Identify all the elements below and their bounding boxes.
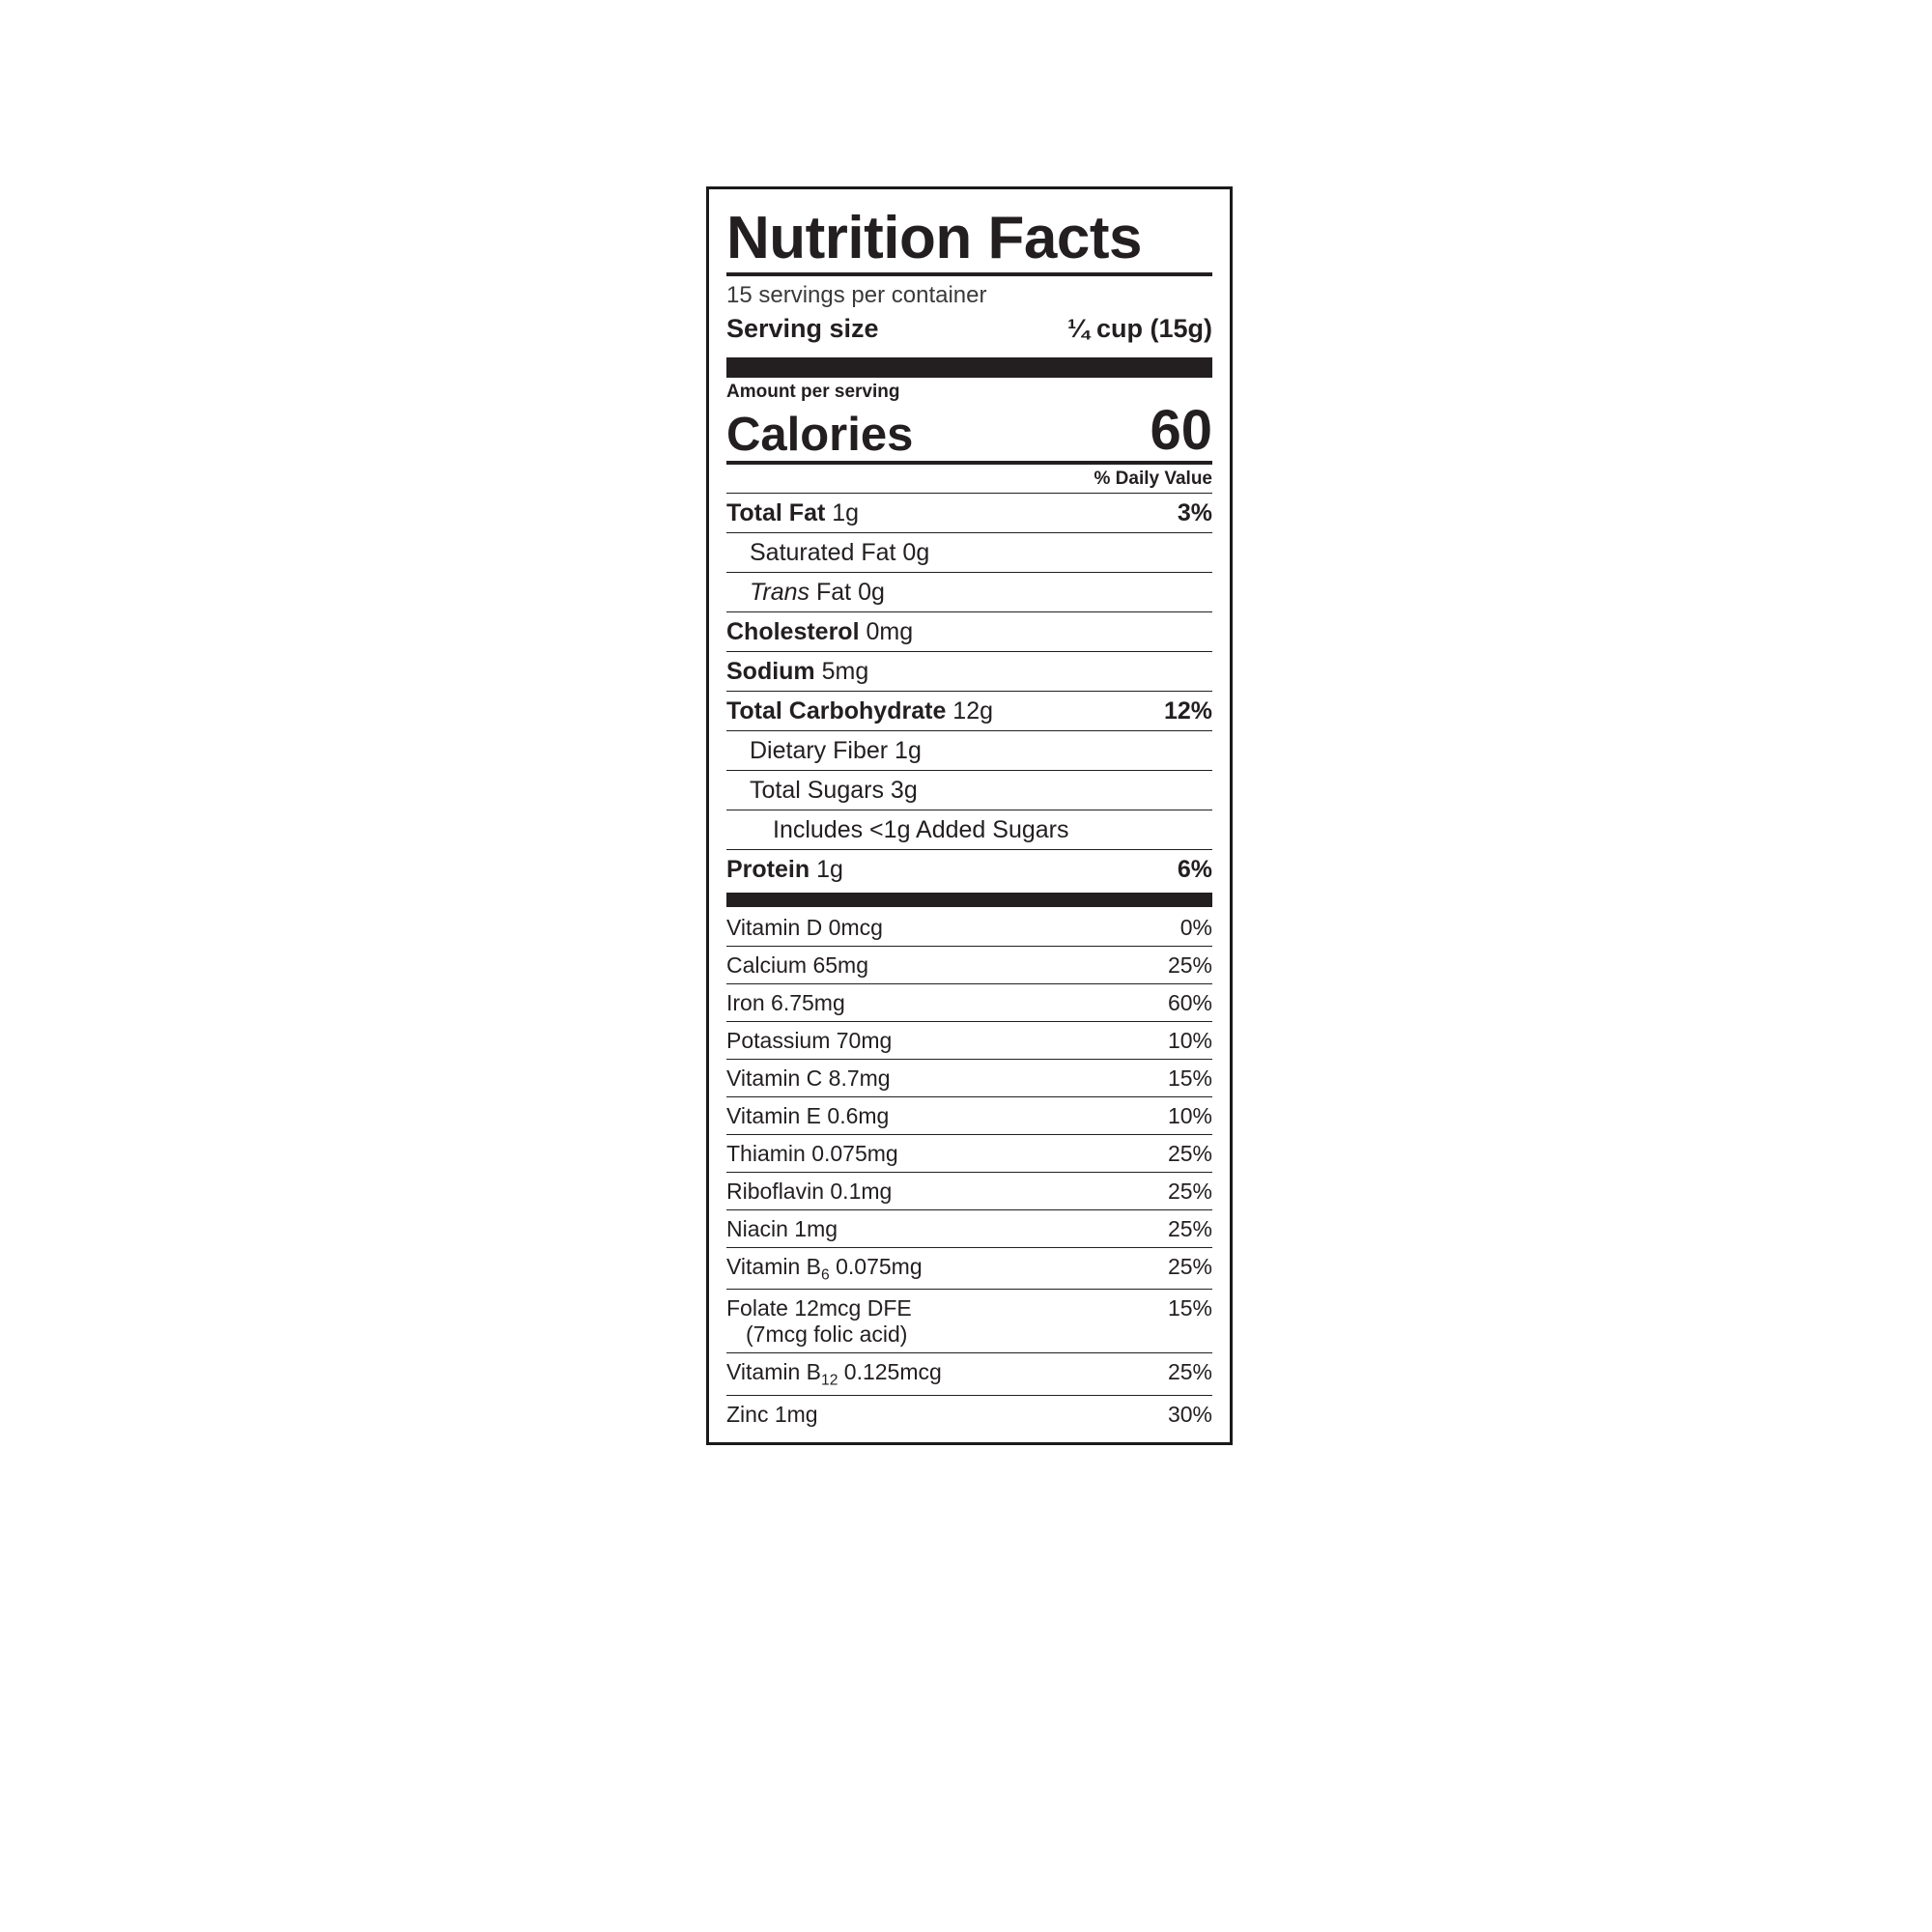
nutrient-row — [726, 532, 1212, 572]
vitamin-daily-value: 15% — [1167, 1065, 1212, 1091]
vitamin-name-line2: (7mcg folic acid) — [746, 1321, 908, 1348]
calories-value: 60 — [1150, 398, 1212, 462]
nutrient-name: Total Sugars 3g — [750, 776, 918, 804]
vitamin-row — [726, 1059, 1212, 1096]
nutrient-name: Protein 1g — [726, 855, 843, 883]
nutrient-name: Dietary Fiber 1g — [750, 736, 922, 764]
vitamin-row — [726, 1134, 1212, 1172]
vitamin-row — [726, 1247, 1212, 1290]
nutrient-name-bold: Total Fat — [726, 498, 826, 526]
vitamin-name: Niacin 1mg — [726, 1215, 838, 1241]
servings-per-container: 15 servings per container — [726, 281, 987, 308]
vitamin-subscript: 12 — [821, 1372, 838, 1389]
calories-row — [726, 398, 1212, 462]
nutrient-row — [726, 730, 1212, 770]
nutrient-name: Total Carbohydrate 12g — [726, 696, 994, 724]
vitamin-daily-value: 25% — [1167, 1253, 1212, 1279]
nutrient-list — [726, 493, 1212, 889]
nutrient-row — [726, 691, 1212, 730]
vitamin-daily-value: 25% — [1167, 952, 1212, 978]
vitamin-name: Zinc 1mg — [726, 1401, 818, 1427]
vitamins-divider-thick — [726, 893, 1212, 907]
vitamin-name — [726, 1295, 912, 1348]
vitamin-name: Vitamin D 0mcg — [726, 914, 883, 940]
vitamin-name: Vitamin C 8.7mg — [726, 1065, 891, 1091]
amount-per-serving-label: Amount per serving — [726, 381, 900, 402]
vitamin-name: Iron 6.75mg — [726, 989, 845, 1015]
calories-label: Calories — [726, 408, 914, 461]
vitamin-list — [726, 907, 1212, 1433]
vitamin-daily-value: 25% — [1167, 1215, 1212, 1241]
nutrient-row — [726, 810, 1212, 849]
vitamin-daily-value: 10% — [1167, 1102, 1212, 1128]
calories-divider-thick — [726, 357, 1212, 378]
page-title: Nutrition Facts — [726, 205, 1142, 271]
vitamin-row — [726, 1289, 1212, 1352]
nutrition-facts-label — [706, 186, 1233, 1445]
nutrient-name: Sodium 5mg — [726, 657, 869, 685]
vitamin-name: Vitamin $B_6$ 0.075mg — [726, 1253, 923, 1284]
nutrient-daily-value: 6% — [1177, 855, 1212, 883]
vitamin-row — [726, 907, 1212, 946]
vitamin-row — [726, 1172, 1212, 1209]
nutrient-row — [726, 849, 1212, 889]
vitamin-daily-value: 0% — [1179, 914, 1212, 940]
nutrient-name: Trans Fat 0g — [750, 578, 885, 606]
vitamin-name-line1: Folate 12mcg DFE — [726, 1295, 912, 1321]
vitamin-name: Calcium 65mg — [726, 952, 868, 978]
nutrient-name: Saturated Fat 0g — [750, 538, 930, 566]
serving-size-value: ¼ cup (15g) — [1066, 313, 1212, 343]
vitamin-row — [726, 1096, 1212, 1134]
vitamin-name: Riboflavin 0.1mg — [726, 1178, 893, 1204]
serving-size-label: Serving size — [726, 313, 879, 343]
serving-size-row — [726, 312, 1212, 352]
nutrient-row — [726, 493, 1212, 532]
vitamin-daily-value: 60% — [1167, 989, 1212, 1015]
nutrient-row — [726, 770, 1212, 810]
nutrient-name-bold: Sodium — [726, 657, 815, 685]
vitamin-daily-value: 25% — [1167, 1178, 1212, 1204]
nutrient-name-bold: Cholesterol — [726, 617, 860, 645]
nutrient-name-italic: Trans — [750, 578, 810, 606]
vitamin-name: Vitamin $B_{12}$ 0.125mcg — [726, 1359, 942, 1389]
vitamin-daily-value: 25% — [1167, 1359, 1212, 1385]
vitamin-name: Thiamin 0.075mg — [726, 1140, 898, 1166]
vitamin-subscript: 6 — [821, 1266, 830, 1284]
nutrient-row — [726, 611, 1212, 651]
vitamin-row — [726, 1209, 1212, 1247]
vitamin-row — [726, 946, 1212, 983]
vitamin-daily-value: 30% — [1167, 1401, 1212, 1427]
vitamin-row — [726, 1021, 1212, 1059]
vitamin-name: Potassium 70mg — [726, 1027, 893, 1053]
nutrient-name-bold: Protein — [726, 855, 810, 883]
nutrient-name: Cholesterol 0mg — [726, 617, 914, 645]
vitamin-daily-value: 10% — [1167, 1027, 1212, 1053]
vitamin-name: Vitamin E 0.6mg — [726, 1102, 890, 1128]
vitamin-daily-value: 15% — [1167, 1295, 1212, 1321]
vitamin-row — [726, 983, 1212, 1021]
nutrient-row — [726, 651, 1212, 691]
vitamin-row — [726, 1395, 1212, 1433]
daily-value-header: % Daily Value — [1094, 468, 1212, 489]
nutrient-daily-value: 12% — [1163, 696, 1212, 724]
nutrient-name: Includes <1g Added Sugars — [773, 815, 1069, 843]
nutrient-row — [726, 572, 1212, 611]
vitamin-row — [726, 1352, 1212, 1395]
nutrient-name: Total Fat 1g — [726, 498, 860, 526]
nutrient-daily-value: 3% — [1177, 498, 1212, 526]
nutrient-name-bold: Total Carbohydrate — [726, 696, 947, 724]
vitamin-daily-value: 25% — [1167, 1140, 1212, 1166]
